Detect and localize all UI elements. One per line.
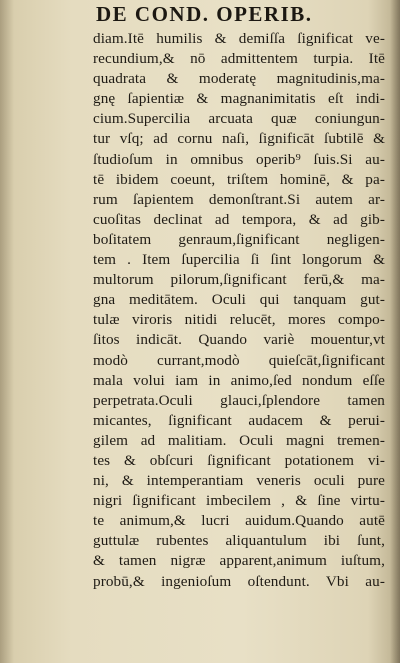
text-line: rum ſapientem demonſtrant.Si autem ar- — [93, 190, 385, 208]
gutter-shadow — [0, 0, 14, 663]
text-line: te animum,& lucri auidum.Quando autē — [93, 512, 385, 530]
running-head: DE COND. OPERIB. — [96, 2, 313, 26]
text-line: recundium,& nō admittentem turpia. Itē — [93, 50, 385, 68]
text-line: guttulæ rubentes aliquantulum ibi ſunt, — [93, 532, 385, 550]
text-line: probū,& ingenioſum oſtendunt. Vbi au- — [93, 572, 385, 590]
text-line: gnę ſapientiæ & magnanimitatis eſt indi- — [93, 90, 385, 108]
text-line: tulæ viroris nitidi relucēt, mores compo- — [93, 311, 385, 329]
text-line: diam.Itē humilis & demiſſa ſignificat ve- — [93, 30, 385, 47]
text-line: gna meditātem. Oculi qui tanquam gut- — [93, 291, 385, 309]
text-line: perpetrata.Oculi glauci,ſplendore tamen — [93, 391, 385, 409]
text-line: quadrata & moderatę magnitudinis,ma- — [93, 70, 385, 88]
text-line: cium.Supercilia arcuata quæ coniungun- — [93, 110, 385, 128]
text-line: ſtudioſum in omnibus operib⁹ ſuis.Si au- — [93, 150, 385, 168]
text-line: tem . Item ſupercilia ſi ſint longorum & — [93, 251, 385, 269]
text-line: ſitos indicāt. Quando variè mouentur,vt — [93, 331, 385, 349]
text-line: nigri ſignificant imbecilem , & ſine virtu- — [93, 492, 385, 510]
text-line: tes & obſcuri ſignificant potationem vi- — [93, 451, 385, 469]
text-line: & tamen nigræ apparent,animum iuſtum, — [93, 552, 385, 570]
text-line: ni, & intemperantiam veneris oculi pure — [93, 472, 385, 490]
text-block — [93, 29, 385, 592]
text-line: gilem ad malitiam. Oculi magni tremen- — [93, 431, 385, 449]
page-edge-shadow — [390, 0, 400, 663]
text-line: boſitatem genraum,ſignificant negligen- — [93, 230, 385, 248]
text-line: mala volui iam in animo,ſed nondum eſſe — [93, 371, 385, 389]
text-line: cuoſitas declinat ad tempora, & ad gib- — [93, 210, 385, 228]
text-line: tur vſq; ad cornu naſi, ſignificāt ſubtilē & — [93, 130, 385, 148]
text-line: multorum pilorum,ſignificant ferū,& ma- — [93, 271, 385, 289]
text-line: tē ibidem coeunt, triſtem hominē, & pa- — [93, 170, 385, 188]
text-line: modò currant,modò quieſcāt,ſignificant — [93, 351, 385, 369]
text-line: micantes, ſignificant audacem & perui- — [93, 411, 385, 429]
